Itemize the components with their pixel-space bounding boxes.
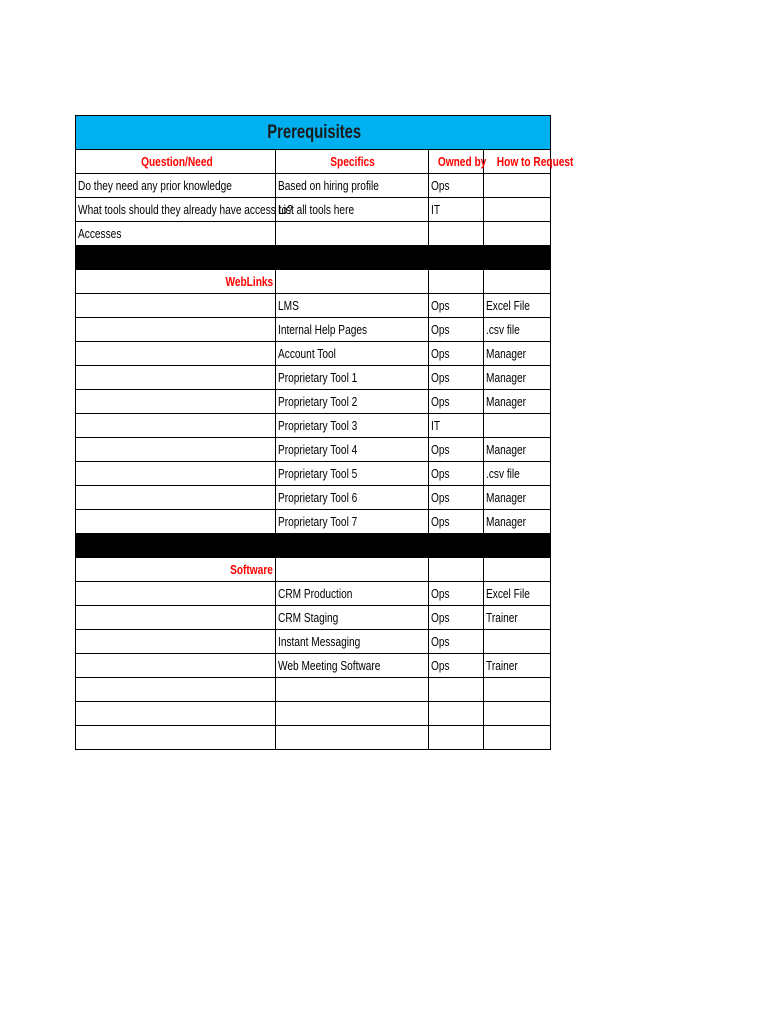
cell-text: Ops xyxy=(431,393,450,409)
table-row xyxy=(76,582,551,606)
cell-specifics[interactable] xyxy=(276,630,429,654)
cell-specifics[interactable] xyxy=(276,462,429,486)
cell-owned-by[interactable] xyxy=(429,606,484,630)
cell-specifics[interactable] xyxy=(276,438,429,462)
cell-specifics[interactable] xyxy=(276,390,429,414)
section-label-text: Software xyxy=(230,561,273,577)
table-row xyxy=(76,366,551,390)
cell-text: Manager xyxy=(486,441,527,457)
table-row xyxy=(76,342,551,366)
cell-text: Ops xyxy=(431,513,450,529)
cell-text: .csv file xyxy=(486,465,520,481)
section-divider xyxy=(76,246,551,270)
cell-text: Internal Help Pages xyxy=(278,321,368,337)
cell-text: Ops xyxy=(431,177,450,193)
table-row xyxy=(76,198,551,222)
cell-question[interactable] xyxy=(76,654,276,678)
cell-text: What tools should they already have access to? xyxy=(78,201,293,217)
table-row xyxy=(76,462,551,486)
cell-text: Manager xyxy=(486,513,527,529)
cell-how-to-request[interactable] xyxy=(484,342,551,366)
cell-how-to-request[interactable] xyxy=(484,726,551,750)
cell-question[interactable] xyxy=(76,366,276,390)
cell-text: CRM Production xyxy=(278,585,353,601)
cell-how-to-request[interactable] xyxy=(484,198,551,222)
title-row xyxy=(76,116,551,150)
cell-text: Ops xyxy=(431,489,450,505)
cell-owned-by[interactable] xyxy=(429,558,484,582)
table-row xyxy=(76,486,551,510)
cell-specifics[interactable] xyxy=(276,582,429,606)
cell-text: Trainer xyxy=(486,609,518,625)
header-question-need[interactable]: Question/Need xyxy=(76,150,276,174)
cell-question[interactable] xyxy=(76,630,276,654)
cell-text: Based on hiring profile xyxy=(278,177,379,193)
cell-specifics[interactable] xyxy=(276,726,429,750)
cell-question[interactable] xyxy=(76,222,276,246)
cell-specifics[interactable] xyxy=(276,318,429,342)
cell-specifics[interactable] xyxy=(276,294,429,318)
header-how-to-request[interactable]: How to Request xyxy=(484,150,551,174)
cell-question[interactable] xyxy=(76,198,293,222)
section-label-text: WebLinks xyxy=(225,273,273,289)
cell-how-to-request[interactable] xyxy=(484,270,551,294)
table-row xyxy=(76,294,551,318)
cell-text: Proprietary Tool 1 xyxy=(278,369,358,385)
cell-specifics[interactable] xyxy=(276,270,429,294)
cell-question[interactable] xyxy=(76,582,276,606)
table-row xyxy=(76,702,551,726)
table-row xyxy=(76,678,551,702)
table-row xyxy=(76,222,551,246)
cell-owned-by[interactable] xyxy=(429,486,484,510)
cell-question[interactable] xyxy=(76,606,276,630)
cell-text: Manager xyxy=(486,345,527,361)
cell-specifics[interactable] xyxy=(276,174,429,198)
cell-question[interactable] xyxy=(76,414,276,438)
cell-text: Do they need any prior knowledge xyxy=(78,177,232,193)
cell-text: Proprietary Tool 2 xyxy=(278,393,358,409)
section-label[interactable] xyxy=(76,558,276,582)
cell-text: .csv file xyxy=(486,321,520,337)
table-row xyxy=(76,414,551,438)
cell-specifics[interactable] xyxy=(276,414,429,438)
cell-how-to-request[interactable] xyxy=(484,654,551,678)
cell-text: CRM Staging xyxy=(278,609,339,625)
cell-owned-by[interactable] xyxy=(429,654,484,678)
cell-owned-by[interactable] xyxy=(429,726,484,750)
cell-text: Ops xyxy=(431,465,450,481)
cell-question[interactable] xyxy=(76,174,276,198)
table-row xyxy=(76,606,551,630)
cell-owned-by[interactable] xyxy=(429,198,484,222)
software-divider-row xyxy=(76,534,551,558)
cell-owned-by[interactable] xyxy=(429,294,484,318)
cell-owned-by[interactable] xyxy=(429,366,484,390)
cell-text: Ops xyxy=(431,633,450,649)
table-row xyxy=(76,630,551,654)
cell-question[interactable] xyxy=(76,390,276,414)
cell-specifics[interactable] xyxy=(276,342,429,366)
section-label[interactable] xyxy=(76,270,276,294)
cell-text: Web Meeting Software xyxy=(278,657,381,673)
cell-owned-by[interactable] xyxy=(429,438,484,462)
cell-text: Instant Messaging xyxy=(278,633,361,649)
cell-how-to-request[interactable] xyxy=(484,582,551,606)
cell-owned-by[interactable] xyxy=(429,678,484,702)
cell-how-to-request[interactable] xyxy=(484,630,551,654)
cell-specifics[interactable] xyxy=(276,654,429,678)
cell-text: List all tools here xyxy=(278,201,355,217)
cell-how-to-request[interactable] xyxy=(484,366,551,390)
cell-owned-by[interactable] xyxy=(429,174,484,198)
cell-how-to-request[interactable] xyxy=(484,558,551,582)
cell-owned-by[interactable] xyxy=(429,390,484,414)
cell-text: Ops xyxy=(431,321,450,337)
cell-question[interactable] xyxy=(76,678,276,702)
cell-owned-by[interactable] xyxy=(429,630,484,654)
cell-specifics[interactable] xyxy=(276,558,429,582)
cell-text: Proprietary Tool 3 xyxy=(278,417,358,433)
cell-owned-by[interactable] xyxy=(429,222,484,246)
cell-text: Manager xyxy=(486,489,527,505)
cell-specifics[interactable] xyxy=(276,366,429,390)
cell-question[interactable] xyxy=(76,342,276,366)
header-specifics[interactable]: Specifics xyxy=(276,150,429,174)
cell-text: Proprietary Tool 5 xyxy=(278,465,358,481)
cell-owned-by[interactable] xyxy=(429,462,484,486)
table-row xyxy=(76,174,551,198)
cell-text: Excel File xyxy=(486,585,530,601)
cell-question[interactable] xyxy=(76,462,276,486)
cell-text: Excel File xyxy=(486,297,530,313)
cell-specifics[interactable] xyxy=(276,222,429,246)
cell-text: Manager xyxy=(486,393,527,409)
cell-text: Ops xyxy=(431,609,450,625)
cell-owned-by[interactable] xyxy=(429,414,484,438)
cell-specifics[interactable] xyxy=(276,486,429,510)
cell-how-to-request[interactable] xyxy=(484,438,551,462)
cell-how-to-request[interactable] xyxy=(484,294,551,318)
weblinks-divider-row xyxy=(76,246,551,270)
cell-how-to-request[interactable] xyxy=(484,486,551,510)
cell-text: Ops xyxy=(431,657,450,673)
cell-how-to-request[interactable] xyxy=(484,390,551,414)
cell-text: Ops xyxy=(431,345,450,361)
table-row xyxy=(76,654,551,678)
cell-text: IT xyxy=(431,417,441,433)
table-row xyxy=(76,318,551,342)
cell-specifics[interactable] xyxy=(276,510,429,534)
cell-question[interactable] xyxy=(76,318,276,342)
cell-specifics[interactable] xyxy=(276,702,429,726)
cell-how-to-request[interactable] xyxy=(484,174,551,198)
cell-text: Manager xyxy=(486,369,527,385)
cell-question[interactable] xyxy=(76,510,276,534)
section-divider xyxy=(76,534,551,558)
table-row xyxy=(76,726,551,750)
cell-text: Proprietary Tool 7 xyxy=(278,513,358,529)
cell-owned-by[interactable] xyxy=(429,510,484,534)
cell-text: Account Tool xyxy=(278,345,336,361)
table-title-text: Prerequisites xyxy=(267,121,361,143)
cell-text: Ops xyxy=(431,585,450,601)
cell-how-to-request[interactable] xyxy=(484,510,551,534)
cell-owned-by[interactable] xyxy=(429,582,484,606)
cell-question[interactable] xyxy=(76,702,276,726)
cell-specifics[interactable] xyxy=(276,606,429,630)
table-title[interactable] xyxy=(76,116,551,150)
cell-how-to-request[interactable] xyxy=(484,462,551,486)
cell-how-to-request[interactable] xyxy=(484,222,551,246)
cell-how-to-request[interactable] xyxy=(484,606,551,630)
software-label-row xyxy=(76,558,551,582)
header-owned-by[interactable]: Owned by xyxy=(429,150,484,174)
cell-text: Proprietary Tool 4 xyxy=(278,441,358,457)
cell-how-to-request[interactable] xyxy=(484,702,551,726)
weblinks-label-row xyxy=(76,270,551,294)
table-row xyxy=(76,438,551,462)
cell-text: Trainer xyxy=(486,657,518,673)
cell-text: Ops xyxy=(431,297,450,313)
cell-question[interactable] xyxy=(76,726,276,750)
table-body xyxy=(76,116,574,750)
header-row xyxy=(76,150,551,174)
table-row xyxy=(76,390,551,414)
cell-specifics[interactable] xyxy=(276,678,429,702)
cell-question[interactable] xyxy=(76,486,276,510)
cell-text: Accesses xyxy=(78,225,122,241)
cell-text: Ops xyxy=(431,441,450,457)
prerequisites-table xyxy=(75,115,574,750)
cell-text: LMS xyxy=(278,297,299,313)
cell-question[interactable] xyxy=(76,438,276,462)
cell-text: Proprietary Tool 6 xyxy=(278,489,358,505)
cell-how-to-request[interactable] xyxy=(484,318,551,342)
cell-owned-by[interactable] xyxy=(429,318,484,342)
cell-owned-by[interactable] xyxy=(429,342,484,366)
cell-text: Ops xyxy=(431,369,450,385)
table-row xyxy=(76,510,551,534)
cell-how-to-request[interactable] xyxy=(484,414,551,438)
cell-text: IT xyxy=(431,201,441,217)
cell-specifics[interactable] xyxy=(276,198,429,222)
cell-owned-by[interactable] xyxy=(429,270,484,294)
cell-how-to-request[interactable] xyxy=(484,678,551,702)
cell-owned-by[interactable] xyxy=(429,702,484,726)
cell-question[interactable] xyxy=(76,294,276,318)
